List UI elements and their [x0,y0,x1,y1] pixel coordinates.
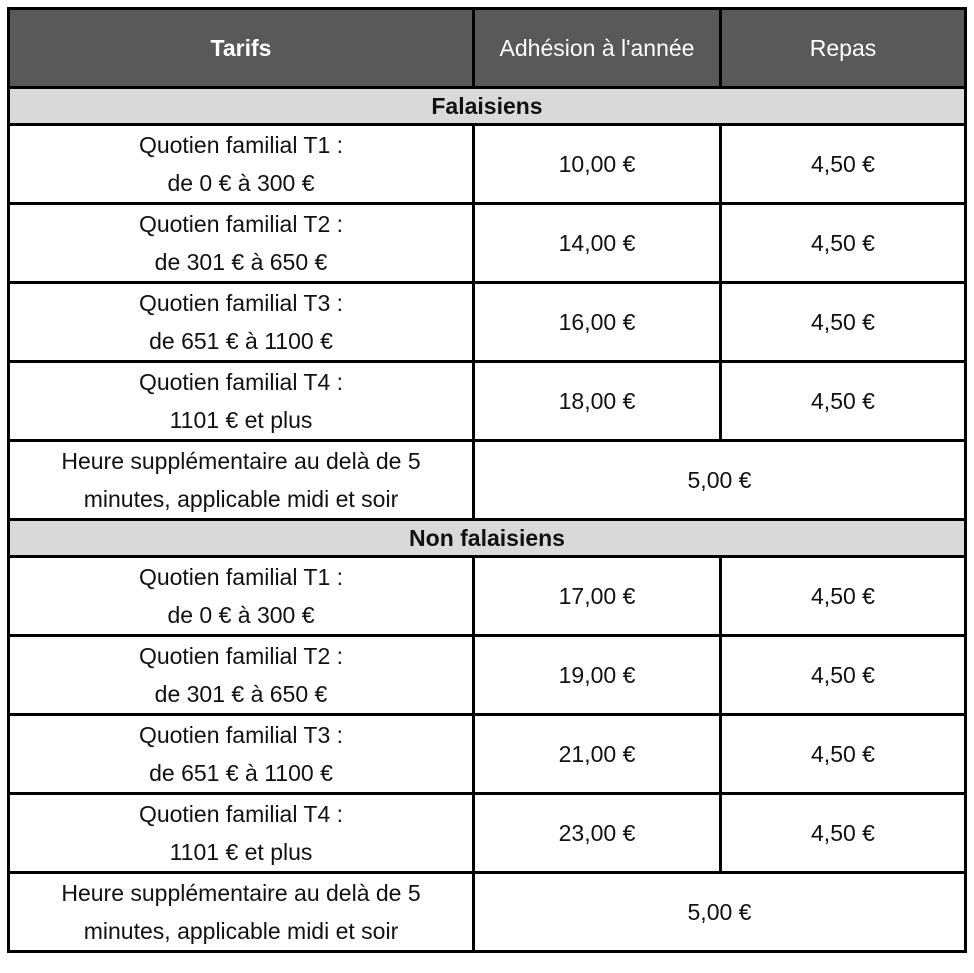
row-label: Quotien familial T1 : de 0 € à 300 € [9,125,474,204]
repas-cell: 4,50 € [721,557,966,636]
table-row [9,362,966,441]
row-label: Quotien familial T4 : 1101 € et plus [9,794,474,873]
row-label: Quotien familial T1 : de 0 € à 300 € [9,557,474,636]
table-row [9,204,966,283]
tarifs-table [7,7,967,953]
table-row [9,283,966,362]
repas-cell: 4,50 € [721,204,966,283]
table-row [9,125,966,204]
header-adhesion: Adhésion à l'année [474,9,721,88]
table-row [9,636,966,715]
extra-hour-value: 5,00 € [474,873,966,952]
table-row [9,715,966,794]
section-title: Non falaisiens [9,520,966,557]
repas-cell: 4,50 € [721,636,966,715]
header-tarifs: Tarifs [9,9,474,88]
row-label: Quotien familial T3 : de 651 € à 1100 € [9,715,474,794]
table-row [9,794,966,873]
row-label: Quotien familial T4 : 1101 € et plus [9,362,474,441]
section-non-falaisiens [9,520,966,557]
row-label: Quotien familial T2 : de 301 € à 650 € [9,636,474,715]
repas-cell: 4,50 € [721,125,966,204]
header-row [9,9,966,88]
row-label: Heure supplémentaire au delà de 5 minutes, applicable midi et soir [9,441,474,520]
extra-hour-row [9,441,966,520]
header-repas: Repas [721,9,966,88]
row-label: Heure supplémentaire au delà de 5 minutes, applicable midi et soir [9,873,474,952]
row-label: Quotien familial T2 : de 301 € à 650 € [9,204,474,283]
adhesion-cell: 21,00 € [474,715,721,794]
repas-cell: 4,50 € [721,715,966,794]
repas-cell: 4,50 € [721,362,966,441]
repas-cell: 4,50 € [721,283,966,362]
section-falaisiens [9,88,966,125]
adhesion-cell: 23,00 € [474,794,721,873]
section-title: Falaisiens [9,88,966,125]
row-label: Quotien familial T3 : de 651 € à 1100 € [9,283,474,362]
adhesion-cell: 14,00 € [474,204,721,283]
repas-cell: 4,50 € [721,794,966,873]
adhesion-cell: 16,00 € [474,283,721,362]
extra-hour-row [9,873,966,952]
adhesion-cell: 19,00 € [474,636,721,715]
adhesion-cell: 17,00 € [474,557,721,636]
extra-hour-value: 5,00 € [474,441,966,520]
adhesion-cell: 10,00 € [474,125,721,204]
adhesion-cell: 18,00 € [474,362,721,441]
table-row [9,557,966,636]
